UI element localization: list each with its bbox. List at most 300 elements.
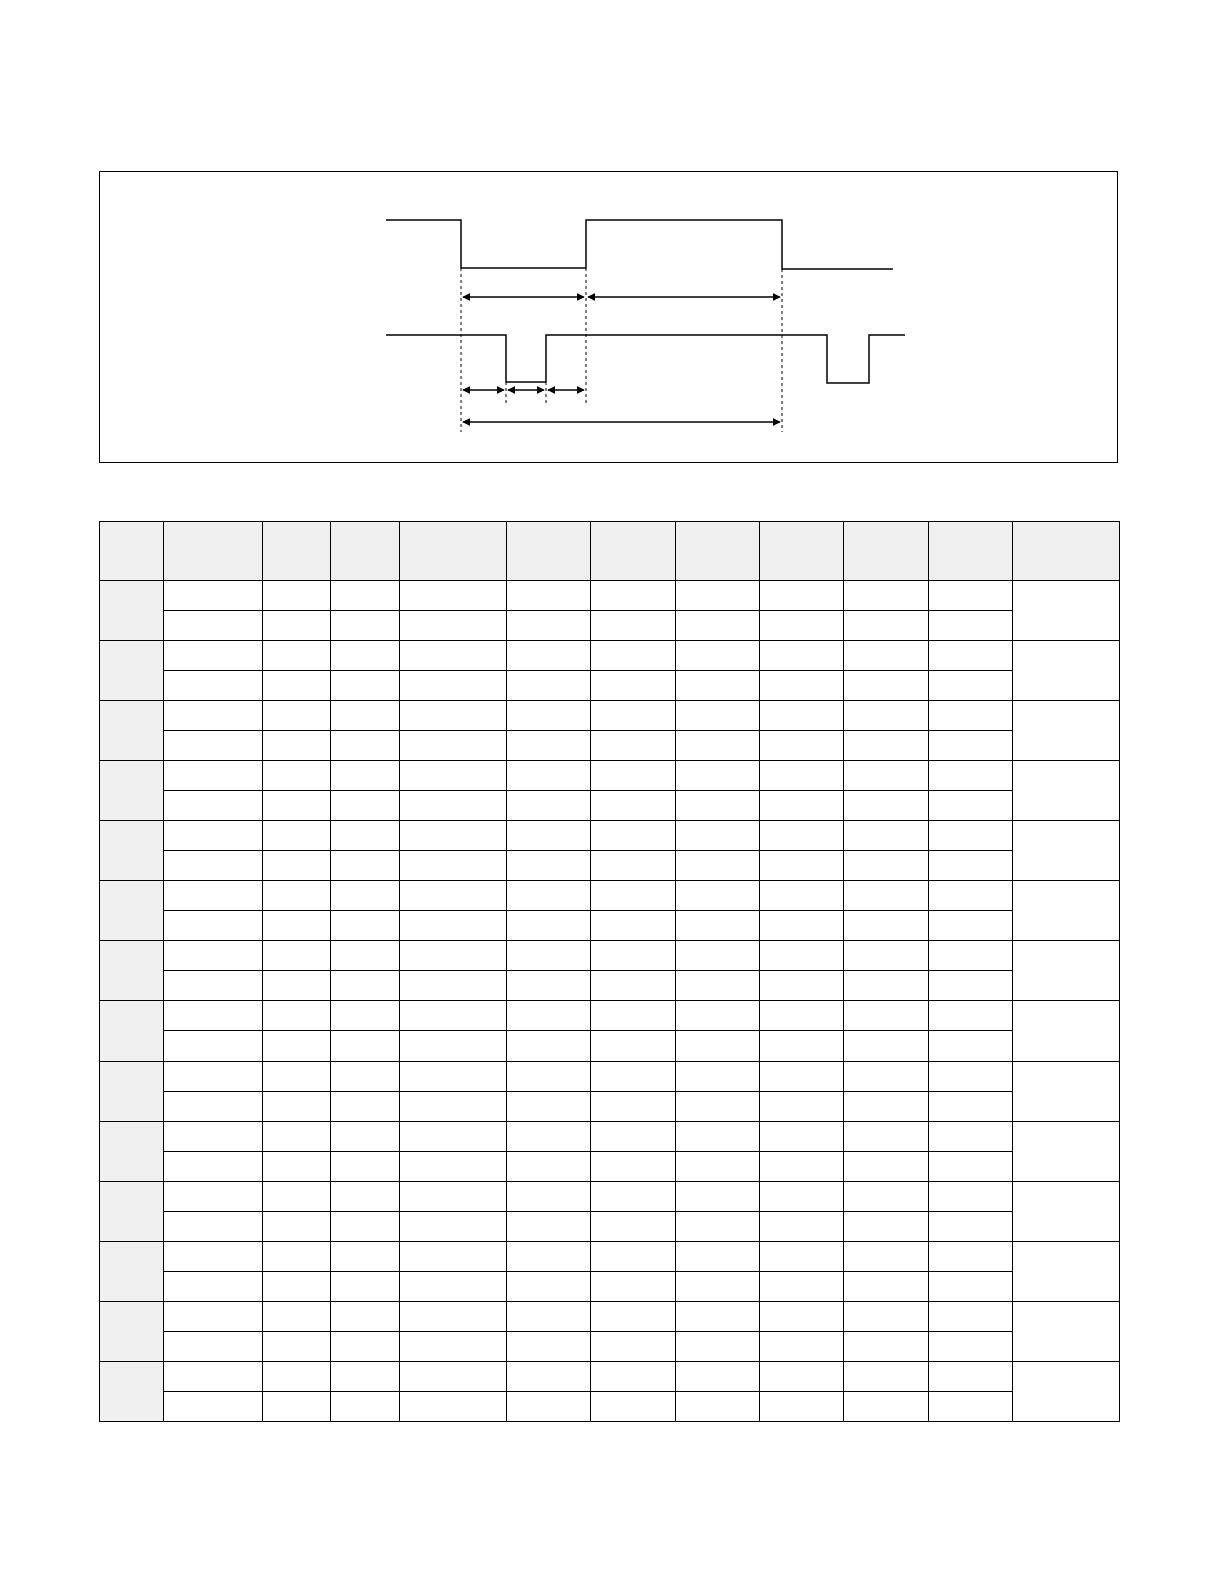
table-cell — [591, 1271, 676, 1301]
table-cell — [263, 1331, 331, 1361]
table-cell — [760, 851, 844, 881]
table-cell — [507, 971, 591, 1001]
table-cell — [263, 581, 331, 611]
table-cell — [331, 851, 400, 881]
table-cell — [400, 911, 507, 941]
table-cell — [164, 1211, 263, 1241]
table-cell — [844, 1361, 929, 1391]
table-cell — [164, 821, 263, 851]
table-cell — [164, 881, 263, 911]
table-cell — [331, 731, 400, 761]
table-cell — [676, 581, 760, 611]
table-cell — [263, 1031, 331, 1061]
timing-diagram — [100, 172, 1119, 464]
table-cell — [676, 1391, 760, 1421]
table-cell — [591, 581, 676, 611]
header-cell — [263, 522, 331, 581]
table-cell — [591, 851, 676, 881]
table-cell — [676, 971, 760, 1001]
table-cell — [400, 851, 507, 881]
table-cell — [760, 1151, 844, 1181]
table-cell — [591, 1211, 676, 1241]
table-cell — [676, 1301, 760, 1331]
table-cell — [164, 611, 263, 641]
table-cell — [844, 821, 929, 851]
table-cell — [263, 851, 331, 881]
table-cell — [400, 611, 507, 641]
table-cell — [760, 671, 844, 701]
table-cell — [507, 761, 591, 791]
table-row — [100, 761, 1120, 791]
table-cell — [400, 881, 507, 911]
table-cell — [164, 1331, 263, 1361]
table-cell — [507, 1061, 591, 1091]
table-cell — [929, 731, 1013, 761]
table-cell — [676, 611, 760, 641]
table-cell — [331, 791, 400, 821]
table-cell — [400, 1181, 507, 1211]
table-cell — [929, 1031, 1013, 1061]
table-cell — [164, 1361, 263, 1391]
table-cell — [929, 1121, 1013, 1151]
table-cell — [400, 641, 507, 671]
table-cell — [929, 641, 1013, 671]
table-cell — [760, 731, 844, 761]
table-cell — [844, 1061, 929, 1091]
table-row — [100, 1301, 1120, 1331]
table-row — [100, 1061, 1120, 1091]
group-cell — [1013, 941, 1120, 1001]
group-cell — [1013, 1301, 1120, 1361]
table-cell — [676, 881, 760, 911]
header-cell — [844, 522, 929, 581]
table-cell — [507, 1361, 591, 1391]
table-cell — [844, 1001, 929, 1031]
timing-diagram-frame — [99, 171, 1118, 463]
table-cell — [331, 1211, 400, 1241]
group-cell — [1013, 641, 1120, 701]
mode-cell — [100, 1181, 164, 1241]
table-cell — [507, 1151, 591, 1181]
table-cell — [844, 1331, 929, 1361]
table-cell — [263, 1301, 331, 1331]
table-cell — [331, 1031, 400, 1061]
table-cell — [331, 1361, 400, 1391]
table-cell — [507, 671, 591, 701]
table-cell — [760, 791, 844, 821]
table-cell — [760, 911, 844, 941]
table-cell — [591, 971, 676, 1001]
table-cell — [844, 1301, 929, 1331]
mode-cell — [100, 1001, 164, 1061]
table-row — [100, 821, 1120, 851]
table-cell — [263, 761, 331, 791]
table-cell — [263, 911, 331, 941]
table-cell — [331, 1301, 400, 1331]
table-cell — [507, 911, 591, 941]
table-cell — [844, 1151, 929, 1181]
table-cell — [331, 881, 400, 911]
table-cell — [844, 1241, 929, 1271]
header-cell — [164, 522, 263, 581]
mode-cell — [100, 581, 164, 641]
mode-cell — [100, 761, 164, 821]
table-cell — [164, 911, 263, 941]
group-cell — [1013, 1121, 1120, 1181]
table-cell — [929, 971, 1013, 1001]
table-cell — [263, 1151, 331, 1181]
table-cell — [400, 581, 507, 611]
table-cell — [844, 731, 929, 761]
table-cell — [591, 1301, 676, 1331]
table-cell — [164, 1391, 263, 1421]
mode-cell — [100, 1241, 164, 1301]
table-cell — [844, 971, 929, 1001]
table-cell — [164, 851, 263, 881]
table-cell — [507, 1031, 591, 1061]
table-cell — [591, 1181, 676, 1211]
table-cell — [331, 1331, 400, 1361]
table-cell — [591, 1001, 676, 1031]
table-row — [100, 911, 1120, 941]
table-cell — [929, 611, 1013, 641]
table-cell — [164, 1151, 263, 1181]
group-cell — [1013, 761, 1120, 821]
mode-cell — [100, 821, 164, 881]
table-cell — [591, 821, 676, 851]
table-cell — [676, 1361, 760, 1391]
table-cell — [507, 581, 591, 611]
table-row — [100, 1361, 1120, 1391]
table-cell — [331, 1001, 400, 1031]
table-cell — [400, 1301, 507, 1331]
table-cell — [331, 701, 400, 731]
mode-cell — [100, 1061, 164, 1121]
table-cell — [844, 671, 929, 701]
table-cell — [844, 641, 929, 671]
table-cell — [760, 1181, 844, 1211]
table-cell — [760, 1061, 844, 1091]
table-row — [100, 1091, 1120, 1121]
table-cell — [760, 881, 844, 911]
table-cell — [760, 941, 844, 971]
mode-cell — [100, 701, 164, 761]
table-row — [100, 1031, 1120, 1061]
table-cell — [263, 1091, 331, 1121]
table-cell — [760, 701, 844, 731]
table-cell — [400, 1151, 507, 1181]
table-cell — [844, 611, 929, 641]
table-cell — [400, 1211, 507, 1241]
table-cell — [760, 1091, 844, 1121]
table-cell — [331, 1121, 400, 1151]
table-cell — [164, 1121, 263, 1151]
table-row — [100, 1331, 1120, 1361]
table-cell — [263, 1001, 331, 1031]
table-cell — [760, 1001, 844, 1031]
table-cell — [591, 1091, 676, 1121]
table-cell — [844, 881, 929, 911]
table-cell — [844, 701, 929, 731]
group-cell — [1013, 881, 1120, 941]
table-cell — [676, 1331, 760, 1361]
table-cell — [331, 1091, 400, 1121]
table-cell — [676, 1001, 760, 1031]
table-cell — [164, 941, 263, 971]
table-cell — [929, 791, 1013, 821]
table-cell — [263, 671, 331, 701]
table-cell — [331, 611, 400, 641]
table-cell — [331, 1151, 400, 1181]
table-cell — [507, 1391, 591, 1421]
table-cell — [164, 1031, 263, 1061]
table-cell — [263, 641, 331, 671]
table-cell — [929, 1061, 1013, 1091]
table-cell — [929, 1241, 1013, 1271]
table-row — [100, 1181, 1120, 1211]
table-cell — [929, 1001, 1013, 1031]
table-cell — [929, 701, 1013, 731]
table-cell — [591, 1121, 676, 1151]
table-cell — [400, 971, 507, 1001]
table-cell — [676, 911, 760, 941]
table-cell — [591, 761, 676, 791]
table-row — [100, 731, 1120, 761]
table-cell — [331, 1241, 400, 1271]
mode-cell — [100, 1121, 164, 1181]
table-cell — [591, 791, 676, 821]
mode-cell — [100, 941, 164, 1001]
table-cell — [676, 1151, 760, 1181]
table-cell — [760, 1211, 844, 1241]
table-cell — [676, 1061, 760, 1091]
table-cell — [263, 971, 331, 1001]
table-cell — [331, 1181, 400, 1211]
table-row — [100, 791, 1120, 821]
table-cell — [676, 761, 760, 791]
table-cell — [929, 1271, 1013, 1301]
table-cell — [507, 611, 591, 641]
table-cell — [164, 1271, 263, 1301]
table-row — [100, 1151, 1120, 1181]
table-cell — [507, 941, 591, 971]
table-cell — [263, 881, 331, 911]
table-cell — [331, 641, 400, 671]
mode-cell — [100, 641, 164, 701]
table-cell — [676, 701, 760, 731]
group-cell — [1013, 581, 1120, 641]
table-cell — [760, 1031, 844, 1061]
table-cell — [676, 671, 760, 701]
header-cell — [676, 522, 760, 581]
table-cell — [676, 1121, 760, 1151]
table-row — [100, 1121, 1120, 1151]
table-cell — [164, 731, 263, 761]
table-cell — [164, 671, 263, 701]
table-cell — [164, 1301, 263, 1331]
table-cell — [507, 1181, 591, 1211]
table-cell — [844, 791, 929, 821]
table-cell — [263, 1391, 331, 1421]
table-cell — [591, 731, 676, 761]
table-cell — [929, 1331, 1013, 1361]
table-cell — [591, 1061, 676, 1091]
group-cell — [1013, 1181, 1120, 1241]
header-cell — [331, 522, 400, 581]
table-cell — [760, 1271, 844, 1301]
header-cell — [400, 522, 507, 581]
table-cell — [676, 1211, 760, 1241]
table-cell — [164, 1061, 263, 1091]
table-cell — [263, 1241, 331, 1271]
table-row — [100, 1271, 1120, 1301]
table-cell — [760, 1121, 844, 1151]
table-cell — [929, 941, 1013, 971]
table-cell — [929, 851, 1013, 881]
table-cell — [929, 581, 1013, 611]
mode-cell — [100, 1361, 164, 1421]
table-row — [100, 1001, 1120, 1031]
table-cell — [400, 941, 507, 971]
table-cell — [400, 731, 507, 761]
table-cell — [760, 761, 844, 791]
table-cell — [331, 911, 400, 941]
table-cell — [591, 611, 676, 641]
table-cell — [929, 1181, 1013, 1211]
table-cell — [164, 761, 263, 791]
table-cell — [331, 1271, 400, 1301]
table-cell — [591, 1331, 676, 1361]
table-cell — [331, 1061, 400, 1091]
table-cell — [164, 1091, 263, 1121]
header-cell — [929, 522, 1013, 581]
table-cell — [844, 851, 929, 881]
group-cell — [1013, 1241, 1120, 1301]
timing-table — [99, 521, 1120, 1422]
table-cell — [929, 671, 1013, 701]
table-row — [100, 641, 1120, 671]
hsync-waveform — [386, 220, 893, 269]
table-cell — [400, 671, 507, 701]
table-cell — [331, 821, 400, 851]
table-row — [100, 971, 1120, 1001]
table-cell — [929, 821, 1013, 851]
table-cell — [591, 1151, 676, 1181]
table-cell — [591, 1241, 676, 1271]
table-cell — [164, 1181, 263, 1211]
table-cell — [263, 1181, 331, 1211]
table-cell — [929, 1301, 1013, 1331]
table-cell — [263, 1061, 331, 1091]
table-cell — [844, 761, 929, 791]
table-cell — [400, 791, 507, 821]
table-cell — [164, 1241, 263, 1271]
table-cell — [760, 1391, 844, 1421]
table-cell — [400, 701, 507, 731]
table-cell — [676, 1091, 760, 1121]
table-cell — [676, 1241, 760, 1271]
table-cell — [591, 881, 676, 911]
table-cell — [760, 1241, 844, 1271]
table-cell — [591, 911, 676, 941]
table-cell — [591, 1391, 676, 1421]
table-cell — [760, 1331, 844, 1361]
table-cell — [507, 1271, 591, 1301]
table-row — [100, 941, 1120, 971]
table-cell — [263, 1271, 331, 1301]
table-cell — [507, 1241, 591, 1271]
table-cell — [844, 1391, 929, 1421]
table-cell — [507, 1331, 591, 1361]
table-cell — [591, 1361, 676, 1391]
table-cell — [331, 671, 400, 701]
table-cell — [400, 1061, 507, 1091]
table-cell — [929, 911, 1013, 941]
table-cell — [507, 641, 591, 671]
mode-cell — [100, 1301, 164, 1361]
table-cell — [400, 1361, 507, 1391]
table-cell — [507, 1301, 591, 1331]
header-cell — [507, 522, 591, 581]
table-cell — [760, 971, 844, 1001]
table-cell — [507, 1091, 591, 1121]
table-cell — [263, 611, 331, 641]
group-cell — [1013, 821, 1120, 881]
table-cell — [263, 1361, 331, 1391]
table-cell — [591, 1031, 676, 1061]
table-cell — [164, 1001, 263, 1031]
table-cell — [164, 701, 263, 731]
table-cell — [844, 1091, 929, 1121]
table-cell — [929, 1361, 1013, 1391]
table-cell — [844, 1211, 929, 1241]
table-cell — [507, 851, 591, 881]
table-cell — [760, 611, 844, 641]
table-cell — [929, 1391, 1013, 1421]
table-cell — [263, 941, 331, 971]
table-cell — [400, 1091, 507, 1121]
table-cell — [331, 761, 400, 791]
table-cell — [844, 1121, 929, 1151]
table-cell — [263, 701, 331, 731]
table-row — [100, 581, 1120, 611]
table-cell — [760, 1301, 844, 1331]
table-cell — [676, 1181, 760, 1211]
table-cell — [591, 641, 676, 671]
table-cell — [844, 1271, 929, 1301]
table-row — [100, 1211, 1120, 1241]
group-cell — [1013, 1361, 1120, 1421]
table-cell — [507, 701, 591, 731]
header-cell — [591, 522, 676, 581]
table-cell — [400, 1331, 507, 1361]
table-cell — [507, 731, 591, 761]
table-row — [100, 671, 1120, 701]
table-cell — [676, 1031, 760, 1061]
table-header-row — [100, 522, 1120, 581]
table-body — [100, 581, 1120, 1422]
group-cell — [1013, 1061, 1120, 1121]
table-cell — [929, 1211, 1013, 1241]
table-cell — [331, 971, 400, 1001]
table-cell — [676, 821, 760, 851]
table-cell — [400, 1241, 507, 1271]
table-row — [100, 881, 1120, 911]
table-row — [100, 611, 1120, 641]
table-cell — [929, 1151, 1013, 1181]
table-cell — [844, 941, 929, 971]
group-cell — [1013, 701, 1120, 761]
